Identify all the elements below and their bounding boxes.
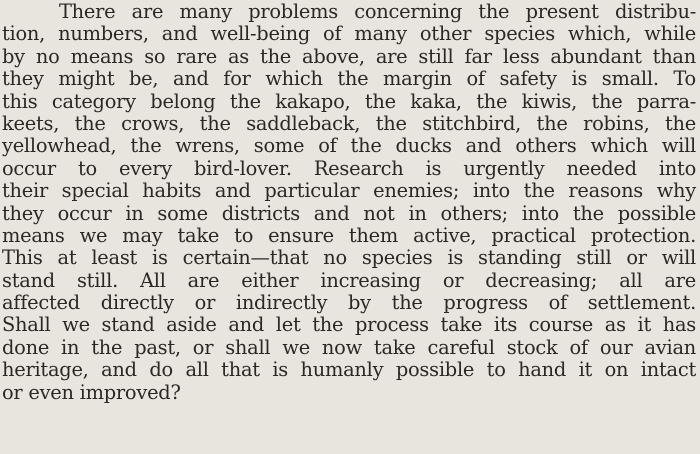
paragraph-line: Shall we stand aside and let the process take its course as it has [2,313,696,337]
paragraph [2,1,696,404]
paragraph-line: affected directly or indirectly by the progress of settlement. [2,291,696,315]
paragraph-line: they might be, and for which the margin of safety is small. To [2,67,696,91]
paragraph-line: means we may take to ensure them active, practical protection. [2,223,696,247]
paragraph-line: done in the past, or shall we now take careful stock of our avian [2,335,696,359]
paragraph-line: heritage, and do all that is humanly possible to hand it on intact [2,358,696,382]
paragraph-line: or even improved? [2,380,181,404]
paragraph-line: This at least is certain—that no species is standing still or will [2,246,696,270]
paragraph-line: keets, the crows, the saddleback, the stitchbird, the robins, the [2,111,696,135]
paragraph-line: There are many problems concerning the present distribu- [59,0,696,23]
paragraph-line: occur to every bird-lover. Research is urgently needed into [2,156,696,180]
paragraph-line: yellowhead, the wrens, some of the ducks and others which will [2,134,696,158]
paragraph-line: this category belong the kakapo, the kaka, the kiwis, the parra- [2,89,696,113]
paragraph-line: their special habits and particular enemies; into the reasons why [2,179,696,203]
paragraph-line: stand still. All are either increasing or decreasing; all are [2,268,696,292]
paragraph-line: they occur in some districts and not in others; into the possible [2,201,696,225]
paragraph-line: tion, numbers, and well-being of many other species which, while [2,22,696,46]
paragraph-line: by no means so rare as the above, are still far less abundant than [2,44,696,68]
